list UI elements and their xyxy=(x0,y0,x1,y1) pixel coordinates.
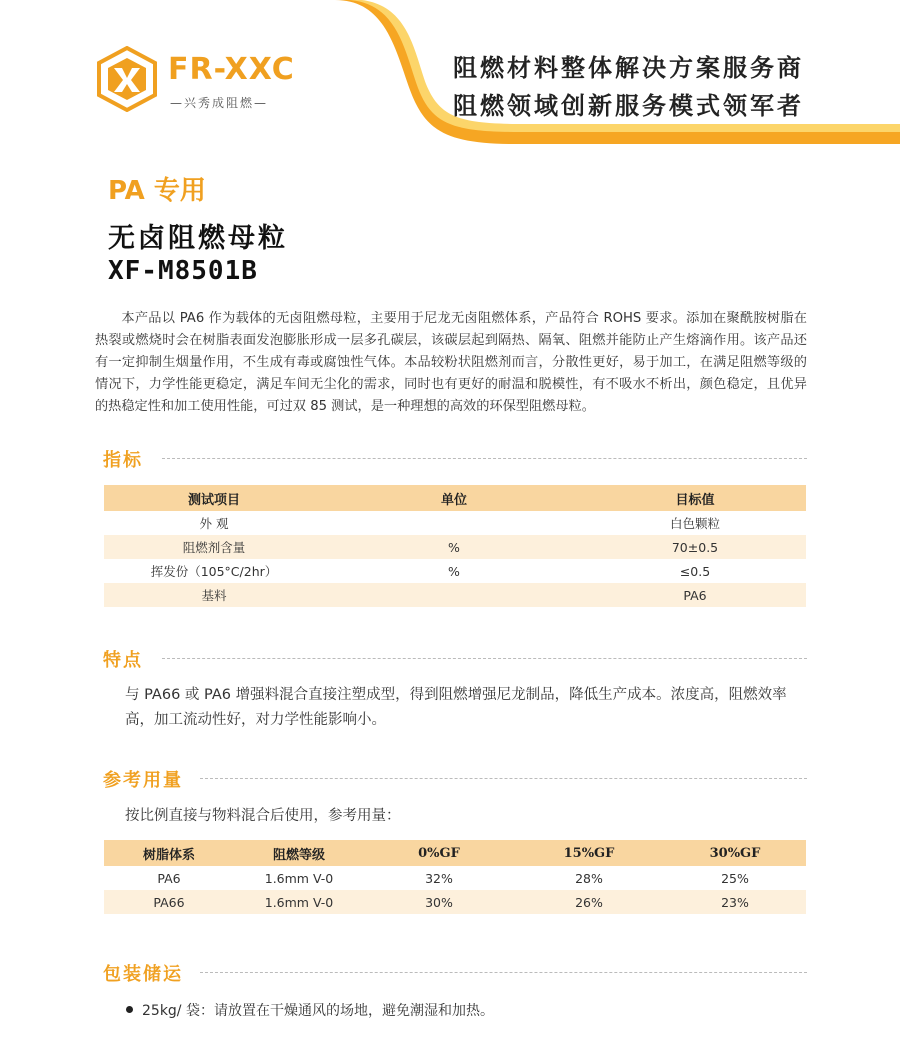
table-cell xyxy=(324,511,584,535)
table-header-cell: 30%GF xyxy=(664,840,806,866)
section-divider xyxy=(200,972,807,973)
table-cell: 挥发份（105°C/2hr） xyxy=(150,564,278,579)
header-tagline-2: 阻燃领域创新服务模式领军者 xyxy=(453,92,804,120)
table-row xyxy=(104,535,806,559)
table-row xyxy=(104,866,806,890)
features-text: 与 PA66 或 PA6 增强料混合直接注塑成型，得到阻燃增强尼龙制品，降低生产成本。浓度高，阻燃效率高，加工流动性好，对力学性能影响小。 xyxy=(125,687,787,728)
product-name: 无卤阻燃母粒 xyxy=(108,223,288,254)
table-header-cell: 树脂体系 xyxy=(104,840,234,866)
table-header-cell: 目标值 xyxy=(584,485,806,511)
table-cell: 23% xyxy=(664,890,806,914)
section-divider xyxy=(162,658,807,659)
product-intro: 本产品以 PA6 作为载体的无卤阻燃母粒，主要用于尼龙无卤阻燃体系，产品符合 ROHS 要求。添加在聚酰胺树脂在热裂或燃烧时会在树脂表面发泡膨胀形成一层多孔碳层，该碳层起到隔热、隔氧、阻燃并能防止产生熔滴作用。该产品还有一定抑制生烟量作用，不生成有毒或腐蚀性气体。本品较粉状阻燃剂而言，分散性更好，易于加工，在满足阻燃等级的情况下，力学性能更稳定，满足车间无尘化的需求，同时也有更好的耐温和脱模性，有不吸水不析出，颜色稳定，且优异的热稳定性和加工使用性能，可过双 85 测试，是一种理想的高效的环保型阻燃母粒。 xyxy=(95,311,807,414)
bullet-icon xyxy=(126,1006,133,1013)
table-row xyxy=(104,559,806,583)
list-item xyxy=(126,1000,494,1020)
table-cell: 外 观 xyxy=(199,516,229,531)
table-cell: 白色颗粒 xyxy=(669,516,720,531)
table-header-cell: 0%GF xyxy=(364,840,514,866)
packaging-text: 25kg/ 袋：请放置在干燥通风的场地，避免潮湿和加热。 xyxy=(142,1003,494,1019)
section-title-features: 特点 xyxy=(103,650,143,671)
header-tagline-1: 阻燃材料整体解决方案服务商 xyxy=(453,54,804,82)
table-cell: 26% xyxy=(514,890,664,914)
section-divider xyxy=(162,458,807,459)
table-cell: % xyxy=(324,535,584,559)
hexagon-logo-icon xyxy=(96,46,158,112)
table-header-cell: 阻燃等级 xyxy=(234,840,364,866)
table-row xyxy=(104,890,806,914)
table-cell: 1.6mm V-0 xyxy=(264,870,334,886)
dosage-intro: 按比例直接与物料混合后使用，参考用量： xyxy=(125,808,401,824)
product-code: XF-M8501B xyxy=(108,256,258,286)
table-header-cell: 15%GF xyxy=(514,840,664,866)
table-cell: ≤0.5 xyxy=(679,563,711,579)
dosage-table xyxy=(104,840,806,914)
table-cell: 1.6mm V-0 xyxy=(234,890,364,914)
table-cell: 32% xyxy=(425,870,453,886)
table-cell: % xyxy=(448,563,460,579)
table-cell: 阻燃剂含量 xyxy=(104,535,324,559)
brand-slogan: —兴秀成阻燃— xyxy=(170,96,269,110)
table-cell: PA66 xyxy=(104,890,234,914)
table-cell: 28% xyxy=(575,870,603,886)
table-row xyxy=(104,511,806,535)
table-cell: 30% xyxy=(364,890,514,914)
table-cell: 25% xyxy=(721,870,749,886)
section-title-specs: 指标 xyxy=(103,450,143,471)
brand-name: FR-XXC xyxy=(168,52,295,87)
section-title-dosage: 参考用量 xyxy=(103,770,183,791)
table-row xyxy=(104,583,806,607)
table-cell: 70±0.5 xyxy=(584,535,806,559)
table-cell: PA6 xyxy=(157,870,181,886)
table-cell: 基料 xyxy=(104,583,324,607)
table-header-row xyxy=(104,840,806,866)
section-title-packaging: 包装储运 xyxy=(103,964,183,985)
table-cell xyxy=(324,583,584,607)
table-header-cell: 测试项目 xyxy=(104,485,324,511)
table-header-cell: 单位 xyxy=(324,485,584,511)
product-tag: PA 专用 xyxy=(108,176,206,206)
table-header-row xyxy=(104,485,806,511)
section-divider xyxy=(200,778,807,779)
specs-table xyxy=(104,485,806,607)
table-cell: PA6 xyxy=(584,583,806,607)
